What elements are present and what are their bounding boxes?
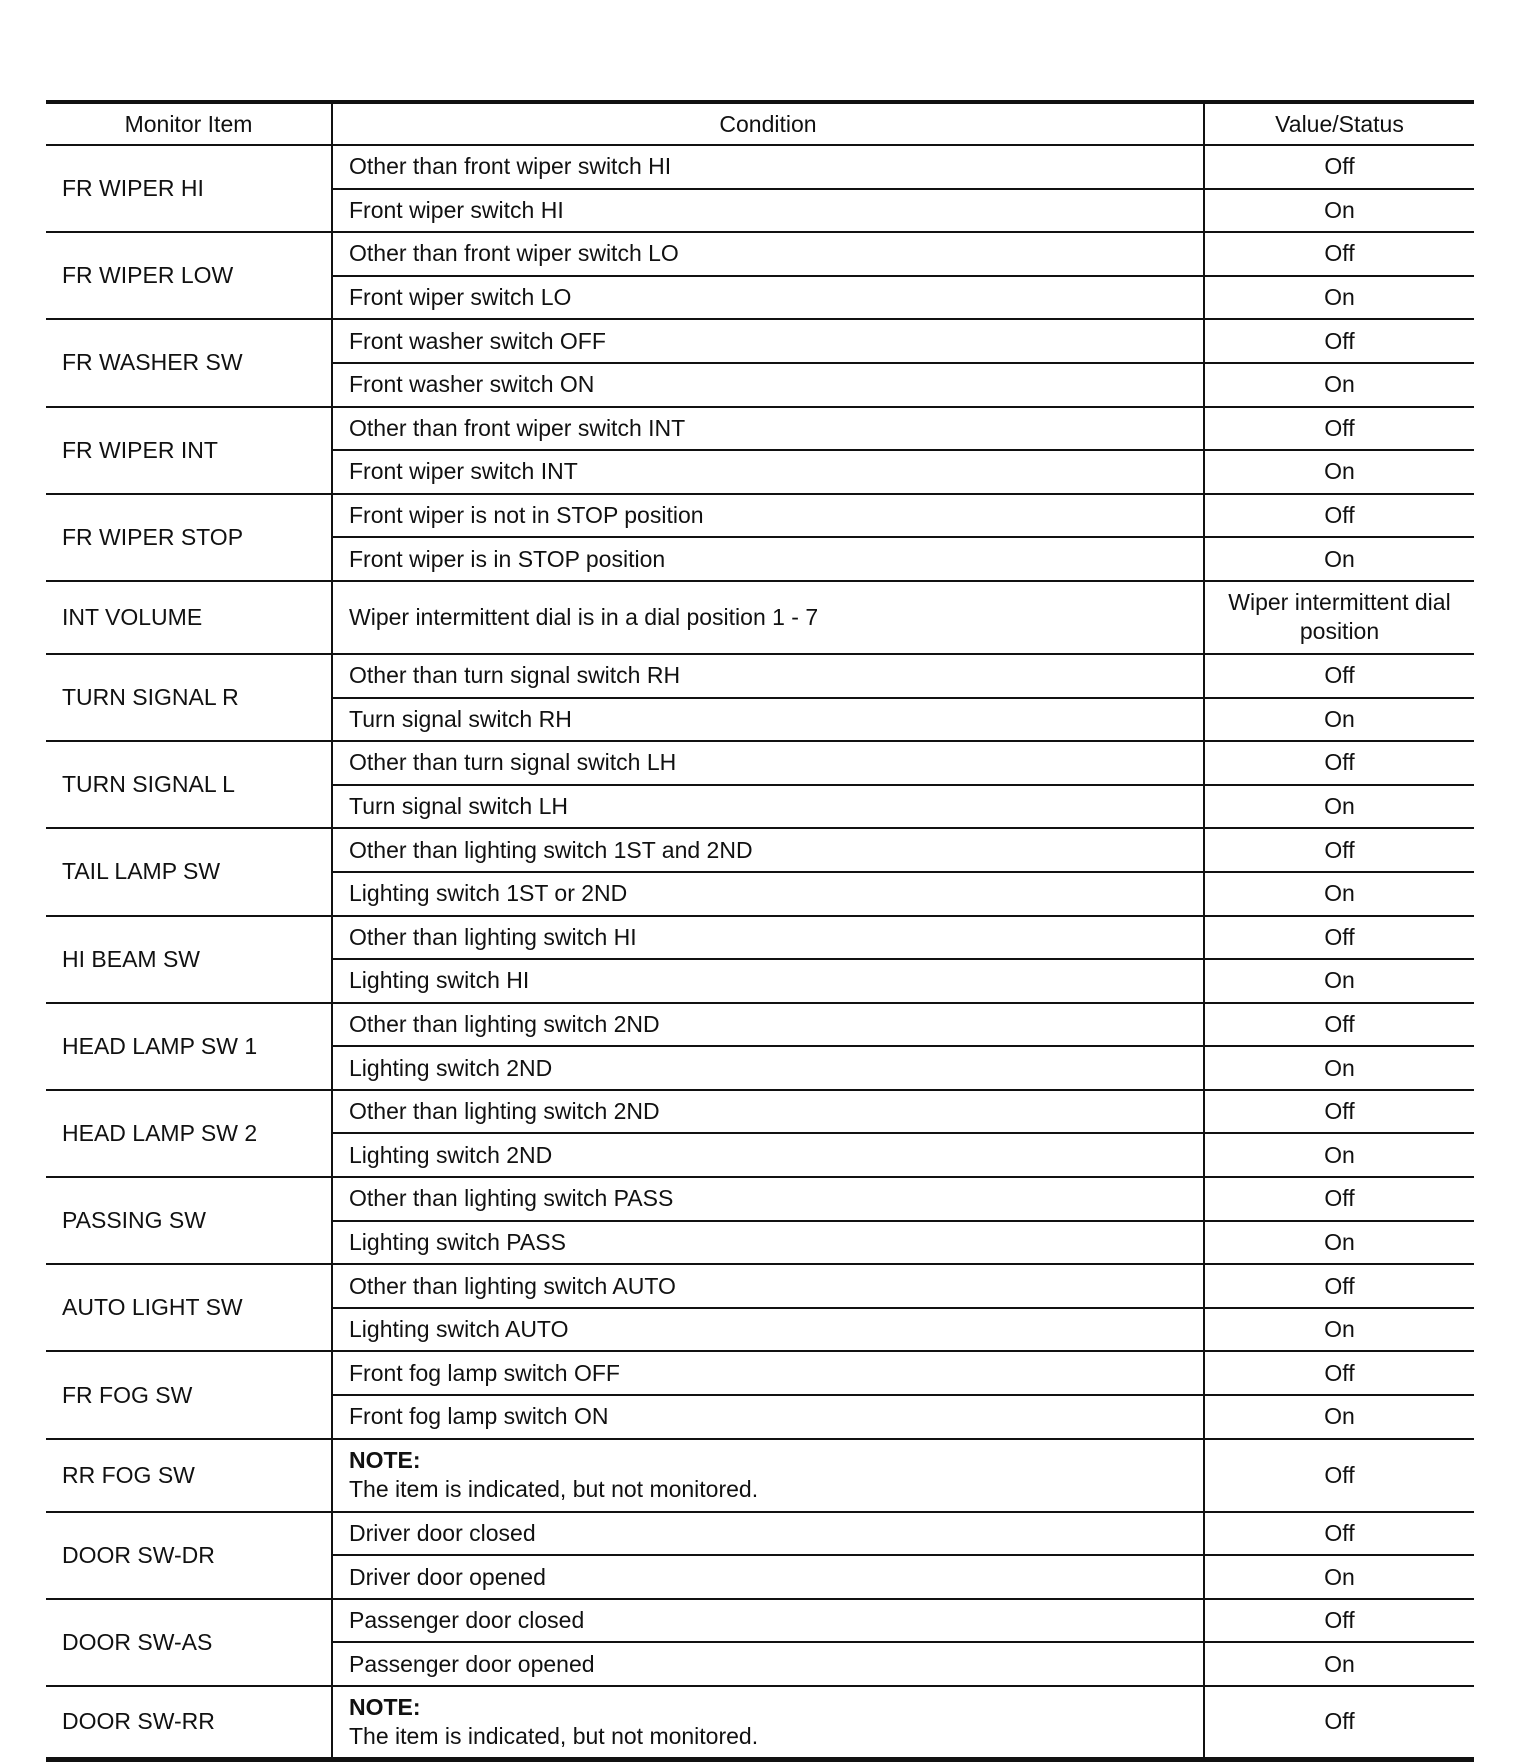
value-status-cell: Off — [1204, 1599, 1474, 1643]
condition-cell: Driver door closed — [332, 1512, 1204, 1556]
table-row — [46, 1439, 1474, 1512]
condition-cell: Lighting switch AUTO — [332, 1308, 1204, 1352]
condition-cell: Front fog lamp switch ON — [332, 1395, 1204, 1439]
table-row — [46, 319, 1474, 363]
table-row — [46, 407, 1474, 451]
value-status-cell: On — [1204, 450, 1474, 494]
note-cell — [332, 1686, 1204, 1759]
value-status-cell: On — [1204, 1221, 1474, 1265]
value-status-cell: On — [1204, 785, 1474, 829]
monitor-item-cell: TAIL LAMP SW — [46, 828, 332, 915]
condition-cell: Lighting switch 2ND — [332, 1133, 1204, 1177]
value-status-cell: On — [1204, 1046, 1474, 1090]
table-row — [46, 1512, 1474, 1556]
note-text: The item is indicated, but not monitored. — [349, 1476, 759, 1503]
table-body — [46, 145, 1474, 1759]
table-row — [46, 1599, 1474, 1643]
value-status-cell: Off — [1204, 1351, 1474, 1395]
value-status-cell: Off — [1204, 1003, 1474, 1047]
value-status-cell: On — [1204, 1133, 1474, 1177]
monitor-item-table — [46, 100, 1474, 1762]
value-status-cell: Off — [1204, 232, 1474, 276]
condition-cell: Front wiper switch LO — [332, 276, 1204, 320]
condition-cell: Other than front wiper switch LO — [332, 232, 1204, 276]
table-row — [46, 1003, 1474, 1047]
monitor-item-cell: DOOR SW-AS — [46, 1599, 332, 1686]
condition-cell: Other than front wiper switch HI — [332, 145, 1204, 189]
monitor-item-cell: AUTO LIGHT SW — [46, 1264, 332, 1351]
monitor-item-cell: INT VOLUME — [46, 581, 332, 654]
table-row — [46, 1177, 1474, 1221]
condition-cell: Front wiper is not in STOP position — [332, 494, 1204, 538]
condition-cell: Other than lighting switch HI — [332, 916, 1204, 960]
monitor-item-cell: FR WIPER HI — [46, 145, 332, 232]
value-status-cell: On — [1204, 1555, 1474, 1599]
table-row — [46, 494, 1474, 538]
value-status-cell: On — [1204, 363, 1474, 407]
condition-cell: Passenger door opened — [332, 1642, 1204, 1686]
value-status-cell: Off — [1204, 1686, 1474, 1759]
condition-cell: Front fog lamp switch OFF — [332, 1351, 1204, 1395]
table-row — [46, 916, 1474, 960]
condition-cell: Lighting switch 1ST or 2ND — [332, 872, 1204, 916]
value-status-cell: On — [1204, 1308, 1474, 1352]
table-row — [46, 1351, 1474, 1395]
condition-cell: Front wiper switch INT — [332, 450, 1204, 494]
table-row — [46, 1090, 1474, 1134]
monitor-item-cell: HEAD LAMP SW 1 — [46, 1003, 332, 1090]
note-label: NOTE: — [349, 1447, 421, 1474]
condition-cell: Lighting switch 2ND — [332, 1046, 1204, 1090]
condition-cell: Other than front wiper switch INT — [332, 407, 1204, 451]
condition-cell: Lighting switch PASS — [332, 1221, 1204, 1265]
condition-cell: Front washer switch ON — [332, 363, 1204, 407]
header-monitor-item: Monitor Item — [46, 102, 332, 145]
table-row — [46, 654, 1474, 698]
condition-cell: Front wiper is in STOP position — [332, 537, 1204, 581]
note-label: NOTE: — [349, 1693, 421, 1720]
value-status-cell: On — [1204, 698, 1474, 742]
value-status-cell: Off — [1204, 654, 1474, 698]
monitor-item-cell: DOOR SW-RR — [46, 1686, 332, 1759]
condition-cell: Turn signal switch RH — [332, 698, 1204, 742]
value-status-cell: Off — [1204, 828, 1474, 872]
monitor-item-cell: FR WIPER INT — [46, 407, 332, 494]
table-row — [46, 1686, 1474, 1759]
table-header-row — [46, 102, 1474, 145]
value-status-cell: Off — [1204, 1090, 1474, 1134]
value-status-cell: On — [1204, 276, 1474, 320]
header-condition: Condition — [332, 102, 1204, 145]
table-row — [46, 145, 1474, 189]
condition-cell: Other than lighting switch PASS — [332, 1177, 1204, 1221]
value-status-cell: Off — [1204, 741, 1474, 785]
monitor-item-cell: TURN SIGNAL L — [46, 741, 332, 828]
monitor-item-cell: PASSING SW — [46, 1177, 332, 1264]
condition-cell: Driver door opened — [332, 1555, 1204, 1599]
monitor-item-cell: DOOR SW-DR — [46, 1512, 332, 1599]
value-status-cell: On — [1204, 959, 1474, 1003]
value-status-cell: Off — [1204, 145, 1474, 189]
monitor-item-cell: HI BEAM SW — [46, 916, 332, 1003]
monitor-item-cell: FR FOG SW — [46, 1351, 332, 1438]
value-status-cell: Off — [1204, 1512, 1474, 1556]
value-status-cell: Off — [1204, 916, 1474, 960]
condition-cell: Other than turn signal switch RH — [332, 654, 1204, 698]
condition-cell: Passenger door closed — [332, 1599, 1204, 1643]
value-status-cell: On — [1204, 537, 1474, 581]
value-status-cell: Off — [1204, 1439, 1474, 1512]
condition-cell: Turn signal switch LH — [332, 785, 1204, 829]
condition-cell: Front wiper switch HI — [332, 189, 1204, 233]
header-value-status: Value/Status — [1204, 102, 1474, 145]
table-row — [46, 828, 1474, 872]
value-status-cell: On — [1204, 1395, 1474, 1439]
value-status-cell: Off — [1204, 1177, 1474, 1221]
value-status-cell: Off — [1204, 319, 1474, 363]
value-status-cell: Wiper intermittent dial position — [1204, 581, 1474, 654]
table-row — [46, 232, 1474, 276]
value-status-cell: Off — [1204, 407, 1474, 451]
monitor-item-cell: FR WIPER LOW — [46, 232, 332, 319]
monitor-item-cell: FR WIPER STOP — [46, 494, 332, 581]
condition-cell: Other than lighting switch 1ST and 2ND — [332, 828, 1204, 872]
condition-cell: Other than lighting switch 2ND — [332, 1090, 1204, 1134]
monitor-item-cell: RR FOG SW — [46, 1439, 332, 1512]
value-status-cell: On — [1204, 1642, 1474, 1686]
condition-cell: Other than turn signal switch LH — [332, 741, 1204, 785]
condition-cell: Lighting switch HI — [332, 959, 1204, 1003]
table-row — [46, 1264, 1474, 1308]
monitor-item-cell: TURN SIGNAL R — [46, 654, 332, 741]
value-status-cell: Off — [1204, 1264, 1474, 1308]
note-cell — [332, 1439, 1204, 1512]
condition-cell: Other than lighting switch AUTO — [332, 1264, 1204, 1308]
condition-cell: Other than lighting switch 2ND — [332, 1003, 1204, 1047]
monitor-item-cell: HEAD LAMP SW 2 — [46, 1090, 332, 1177]
condition-cell: Wiper intermittent dial is in a dial position 1 - 7 — [332, 581, 1204, 654]
value-status-cell: Off — [1204, 494, 1474, 538]
table-row — [46, 741, 1474, 785]
table-row — [46, 581, 1474, 654]
condition-cell: Front washer switch OFF — [332, 319, 1204, 363]
note-text: The item is indicated, but not monitored. — [349, 1722, 759, 1749]
value-status-cell: On — [1204, 189, 1474, 233]
monitor-item-cell: FR WASHER SW — [46, 319, 332, 406]
value-status-cell: On — [1204, 872, 1474, 916]
